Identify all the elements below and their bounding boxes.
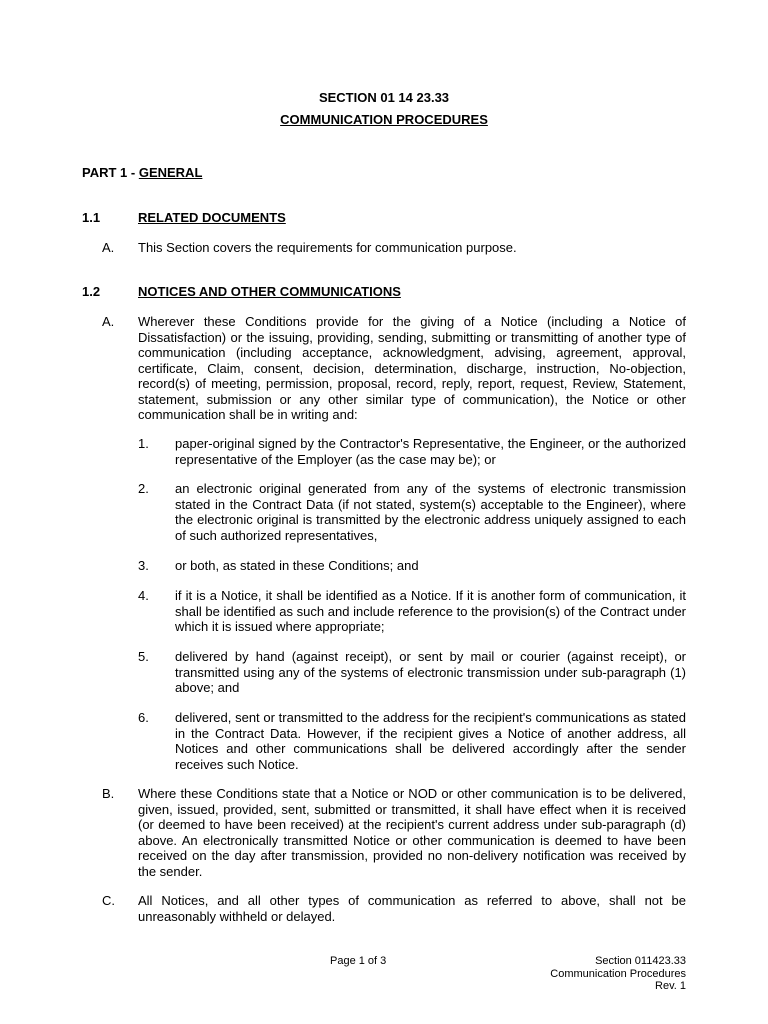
paragraph-c-marker: C.	[102, 893, 115, 908]
subitem-3-marker: 3.	[138, 558, 149, 573]
footer-section-title: Communication Procedures	[550, 967, 686, 980]
article-1-1-item-a-marker: A.	[102, 240, 115, 255]
subitem-1-text: paper-original signed by the Contractor's Representative, the Engineer, or the authorized representative of the Employer (as the case may be); or	[175, 436, 686, 467]
subitem-2-marker: 2.	[138, 481, 149, 496]
footer-page-number: Page 1 of 3	[330, 955, 387, 967]
subitem-5-marker: 5.	[138, 649, 149, 664]
footer-revision: Rev. 1	[655, 980, 686, 992]
article-1-2-title: NOTICES AND OTHER COMMUNICATIONS	[138, 284, 401, 299]
article-1-1-number: 1.1	[82, 210, 101, 225]
section-title: COMMUNICATION PROCEDURES	[280, 112, 488, 127]
subitem-4-marker: 4.	[138, 588, 149, 603]
subitem-4-text: if it is a Notice, it shall be identified as a Notice. If it is another form of communication, it shall be identified as such and include reference to the provision(s) of the Contract under which it is issued where appropriate;	[175, 588, 686, 634]
paragraph-b-marker: B.	[102, 786, 115, 801]
paragraph-a-marker: A.	[102, 314, 115, 329]
part-title: GENERAL	[138, 165, 203, 180]
subitem-6-marker: 6.	[138, 710, 149, 725]
paragraph-a-text: Wherever these Conditions provide for the giving of a Notice (including a Notice of Dissatisfaction) or the issuing, providing, sending, submitting or transmitting of another type of communication (including acceptance, acknowledgment, advising, agreement, approval, certificate, Claim, consent, decision, determination, discharge, instruction, No-objection, record(s) of meeting, permission, proposal, record, reply, report, request, Review, Statement, statement, submission or any other similar type of communication), the Notice or other communication shall be in writing and:	[138, 314, 686, 422]
paragraph-b-text: Where these Conditions state that a Notice or NOD or other communication is to be delivered, given, issued, provided, sent, submitted or transmitted, it shall have effect when it is received (or deemed to have been received) at the recipient's current address under sub-paragraph (d) above. An electronically transmitted Notice or other communication is deemed to have been received on the day after transmission, provided no non-delivery notification was received by the sender.	[138, 786, 686, 879]
footer-section-number: Section 011423.33	[595, 955, 686, 967]
article-1-2-number: 1.2	[82, 284, 101, 299]
article-1-1-item-a-text: This Section covers the requirements for communication purpose.	[138, 240, 517, 255]
part-heading	[82, 165, 202, 180]
subitem-5-text: delivered by hand (against receipt), or sent by mail or courier (against receipt), or transmitted using any of the systems of electronic transmission under sub-paragraph (1) above; and	[175, 649, 686, 695]
article-1-1-title: RELATED DOCUMENTS	[138, 210, 286, 225]
paragraph-c-text: All Notices, and all other types of communication as referred to above, shall not be unreasonably withheld or delayed.	[138, 893, 686, 924]
section-number: SECTION 01 14 23.33	[318, 90, 450, 105]
subitem-3-text: or both, as stated in these Conditions; and	[175, 558, 419, 573]
footer-section-info	[486, 955, 686, 993]
subitem-6-text: delivered, sent or transmitted to the address for the recipient's communications as stated in the Contract Data. However, if the recipient gives a Notice of another address, all Notices and other communications shall be delivered accordingly after the sender receives such Notice.	[175, 710, 686, 772]
part-label: PART 1 -	[82, 165, 139, 180]
subitem-1-marker: 1.	[138, 436, 149, 451]
subitem-2-text: an electronic original generated from any of the systems of electronic transmission stated in the Contract Data (if not stated, system(s) acceptable to the Engineer), where the electronic original is transmitted by the electronic address uniquely assigned to each of such authorized representatives,	[175, 481, 686, 543]
